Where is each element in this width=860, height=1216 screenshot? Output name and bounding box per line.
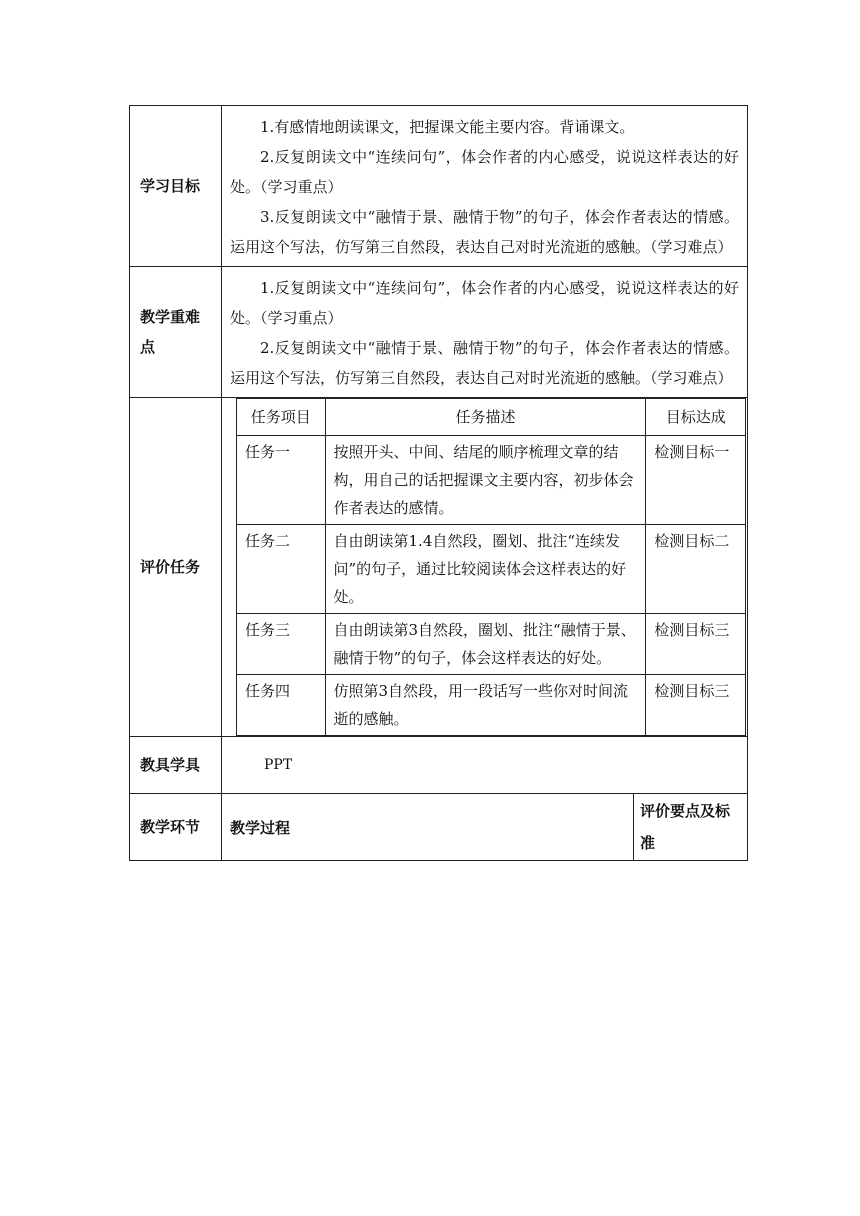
task-desc: 仿照第3自然段，用一段话写一些你对时间流逝的感触。 — [325, 675, 646, 736]
key-points-row — [130, 267, 748, 398]
key-points-content — [222, 267, 748, 398]
table-row — [237, 675, 746, 736]
table-row — [237, 525, 746, 614]
task-name: 任务一 — [237, 436, 326, 525]
lesson-plan-table — [129, 105, 748, 861]
objectives-content — [222, 106, 748, 267]
task-name: 任务四 — [237, 675, 326, 736]
task-table-header — [237, 399, 746, 436]
header-task-desc: 任务描述 — [325, 399, 646, 436]
task-desc: 自由朗读第1.4自然段，圈划、批注“连续发问”的句子，通过比较阅读体会这样表达的好处。 — [325, 525, 646, 614]
objective-item: 3.反复朗读文中“融情于景、融情于物”的句子，体会作者表达的情感。运用这个写法，仿写第三自然段，表达自己对时光流逝的感触。（学习难点） — [230, 208, 739, 256]
task-goal: 检测目标三 — [646, 675, 746, 736]
criteria-label: 评价要点及标准 — [634, 794, 748, 861]
table-row — [237, 614, 746, 675]
task-goal: 检测目标二 — [646, 525, 746, 614]
process-title: 教学过程 — [222, 794, 634, 861]
task-name: 任务二 — [237, 525, 326, 614]
header-task-name: 任务项目 — [237, 399, 326, 436]
key-points-label: 教学重难点 — [130, 267, 222, 398]
key-point-item: 1.反复朗读文中“连续问句”，体会作者的内心感受，说说这样表达的好处。（学习重点） — [230, 279, 739, 327]
task-desc: 按照开头、中间、结尾的顺序梳理文章的结构，用自己的话把握课文主要内容，初步体会作者表达的感情。 — [325, 436, 646, 525]
process-label: 教学环节 — [130, 794, 222, 861]
task-name: 任务三 — [237, 614, 326, 675]
objectives-label: 学习目标 — [130, 106, 222, 267]
task-goal: 检测目标三 — [646, 614, 746, 675]
task-desc: 自由朗读第3自然段，圈划、批注“融情于景、融情于物”的句子，体会这样表达的好处。 — [325, 614, 646, 675]
lesson-plan-sheet — [129, 105, 747, 861]
header-task-goal: 目标达成 — [646, 399, 746, 436]
task-table — [236, 398, 746, 736]
evaluation-row — [130, 398, 748, 737]
key-point-item: 2.反复朗读文中“融情于景、融情于物”的句子，体会作者表达的情感。运用这个写法，仿写第三自然段，表达自己对时光流逝的感触。（学习难点） — [230, 339, 739, 387]
evaluation-content — [222, 398, 748, 737]
process-row — [130, 794, 748, 861]
objectives-row — [130, 106, 748, 267]
task-goal: 检测目标一 — [646, 436, 746, 525]
objective-item: 1.有感情地朗读课文，把握课文能主要内容。背诵课文。 — [260, 118, 635, 136]
objective-item: 2.反复朗读文中“连续问句”，体会作者的内心感受，说说这样表达的好处。（学习重点） — [230, 148, 739, 196]
tools-label: 教具学具 — [130, 737, 222, 794]
evaluation-label: 评价任务 — [130, 398, 222, 737]
table-row — [237, 436, 746, 525]
tools-value: PPT — [222, 737, 748, 794]
tools-row — [130, 737, 748, 794]
